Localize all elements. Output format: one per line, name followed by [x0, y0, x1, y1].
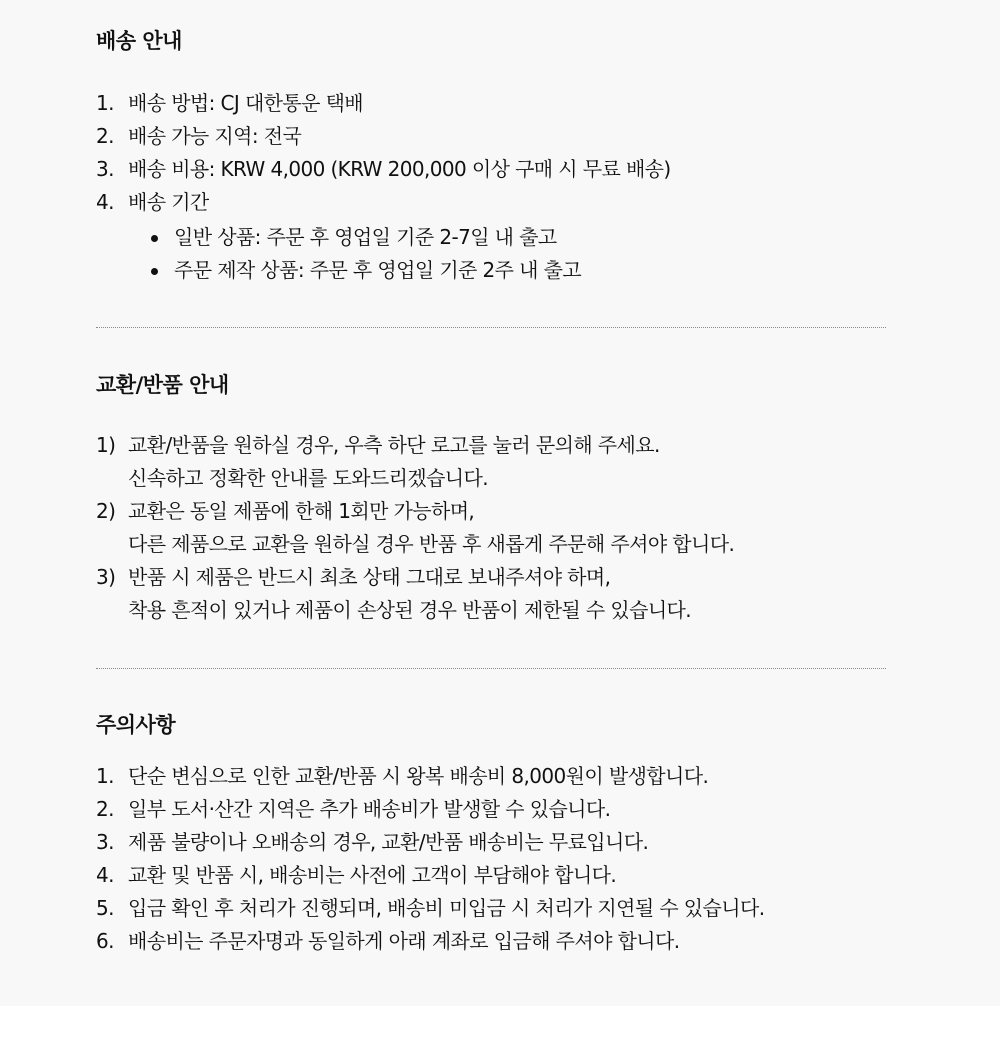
list-item [96, 793, 886, 826]
exchange-list [96, 429, 886, 627]
list-item-line2: 착용 흔적이 있거나 제품이 손상된 경우 반품이 제한될 수 있습니다. [128, 598, 692, 622]
list-marker: 1. [96, 764, 114, 788]
list-item-text: 배송 비용: KRW 4,000 (KRW 200,000 이상 구매 시 무료 배송) [128, 157, 671, 181]
exchange-title: 교환/반품 안내 [96, 373, 229, 397]
list-item [96, 495, 886, 561]
section-divider [96, 327, 886, 328]
list-item-text: 배송비는 주문자명과 동일하게 아래 계좌로 입금해 주셔야 합니다. [128, 929, 680, 953]
list-item-text: 일부 도서·산간 지역은 추가 배송비가 발생할 수 있습니다. [128, 797, 611, 821]
section-divider [96, 668, 886, 669]
list-item-text: 입금 확인 후 처리가 진행되며, 배송비 미입금 시 처리가 지연될 수 있습니다. [128, 896, 765, 920]
list-item-line1: 교환은 동일 제품에 한해 1회만 가능하며, [128, 499, 475, 523]
notice-title: 주의사항 [96, 713, 176, 737]
list-item-text: 배송 기간 [128, 190, 209, 214]
list-item [96, 859, 886, 892]
list-item [96, 760, 886, 793]
shipping-title: 배송 안내 [96, 29, 182, 53]
list-item-text: 제품 불량이나 오배송의 경우, 교환/반품 배송비는 무료입니다. [128, 830, 649, 854]
list-item-text: 교환 및 반품 시, 배송비는 사전에 고객이 부담해야 합니다. [128, 863, 617, 887]
list-item-line1: 교환/반품을 원하실 경우, 우측 하단 로고를 눌러 문의해 주세요. [128, 433, 660, 457]
list-marker: 3. [96, 157, 114, 181]
list-marker: 4. [96, 863, 114, 887]
sub-list-item-text: 주문 제작 상품: 주문 후 영업일 기준 2주 내 출고 [174, 258, 582, 282]
list-item [96, 186, 886, 287]
list-marker: 5. [96, 896, 114, 920]
list-item-text: 단순 변심으로 인한 교환/반품 시 왕복 배송비 8,000원이 발생합니다. [128, 764, 709, 788]
list-item-text: 배송 방법: CJ 대한통운 택배 [128, 91, 364, 115]
list-marker: 1. [96, 91, 114, 115]
list-item [96, 561, 886, 627]
list-item [96, 892, 886, 925]
list-item-text: 배송 가능 지역: 전국 [128, 124, 302, 148]
notice-list [96, 760, 886, 958]
list-marker: 2) [96, 499, 116, 523]
list-item [96, 87, 886, 120]
list-item [96, 153, 886, 186]
sub-list-item [128, 221, 886, 254]
list-item [96, 925, 886, 958]
list-marker: 4. [96, 190, 114, 214]
list-item [96, 120, 886, 153]
bullet-icon [151, 235, 158, 242]
list-marker: 2. [96, 124, 114, 148]
bullet-icon [151, 268, 158, 275]
list-marker: 1) [96, 433, 116, 457]
list-marker: 6. [96, 929, 114, 953]
list-item-line2: 신속하고 정확한 안내를 도와드리겠습니다. [128, 466, 488, 490]
list-item-line1: 반품 시 제품은 반드시 최초 상태 그대로 보내주셔야 하며, [128, 565, 611, 589]
list-item [96, 826, 886, 859]
list-marker: 3) [96, 565, 116, 589]
sub-list-item [128, 254, 886, 287]
list-marker: 2. [96, 797, 114, 821]
list-item-line2: 다른 제품으로 교환을 원하실 경우 반품 후 새롭게 주문해 주셔야 합니다. [128, 532, 735, 556]
shipping-list [96, 87, 886, 287]
list-marker: 3. [96, 830, 114, 854]
list-item [96, 429, 886, 495]
shipping-period-list [128, 221, 886, 287]
sub-list-item-text: 일반 상품: 주문 후 영업일 기준 2-7일 내 출고 [174, 225, 557, 249]
